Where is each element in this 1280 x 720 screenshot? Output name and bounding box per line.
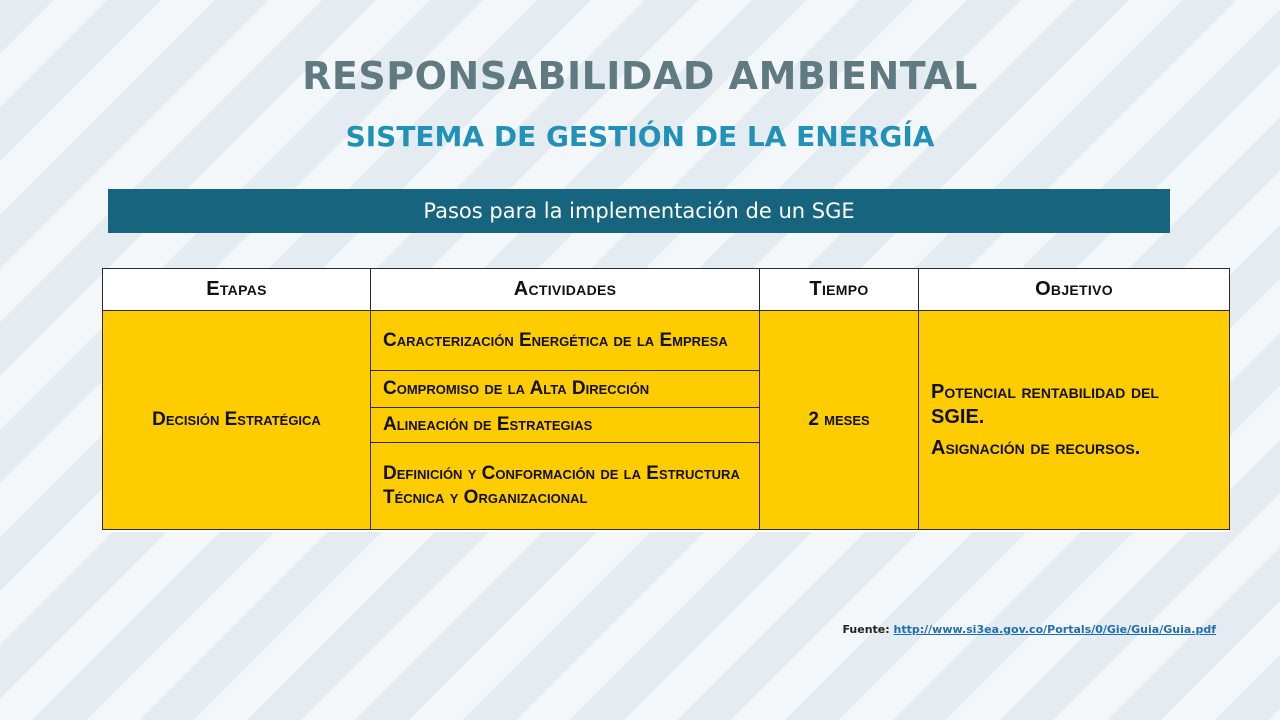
table-header-row [103,269,1230,311]
header-etapas: Etapas [103,269,371,311]
actividad-cell: Compromiso de la Alta Dirección [371,371,760,408]
slide-subtitle: SISTEMA DE GESTIÓN DE LA ENERGÍA [345,120,935,153]
header-objetivo: Objetivo [919,269,1230,311]
source-label: Fuente: [842,623,890,636]
objetivo-item: Asignación de recursos. [931,436,1141,459]
stages-table [102,268,1230,530]
table-row [103,311,1230,371]
actividad-cell: Caracterización Energética de la Empresa [371,311,760,371]
etapa-cell: Decisión Estratégica [103,311,371,530]
header-actividades: Actividades [371,269,760,311]
slide-title: RESPONSABILIDAD AMBIENTAL [302,54,978,98]
actividad-cell: Definición y Conformación de la Estructura Técnica y Organizacional [371,443,760,530]
section-banner: Pasos para la implementación de un SGE [108,189,1170,233]
actividad-cell: Alineación de Estrategias [371,408,760,443]
tiempo-cell: 2 meses [760,311,919,530]
objetivo-item: Potencial rentabilidad del SGIE. [931,380,1159,428]
source-note [842,623,1216,636]
stages-table-container [102,268,1229,532]
source-link[interactable]: http://www.si3ea.gov.co/Portals/0/Gie/Guia/Guia.pdf [893,623,1216,636]
objetivo-cell [919,311,1230,530]
header-tiempo: Tiempo [760,269,919,311]
